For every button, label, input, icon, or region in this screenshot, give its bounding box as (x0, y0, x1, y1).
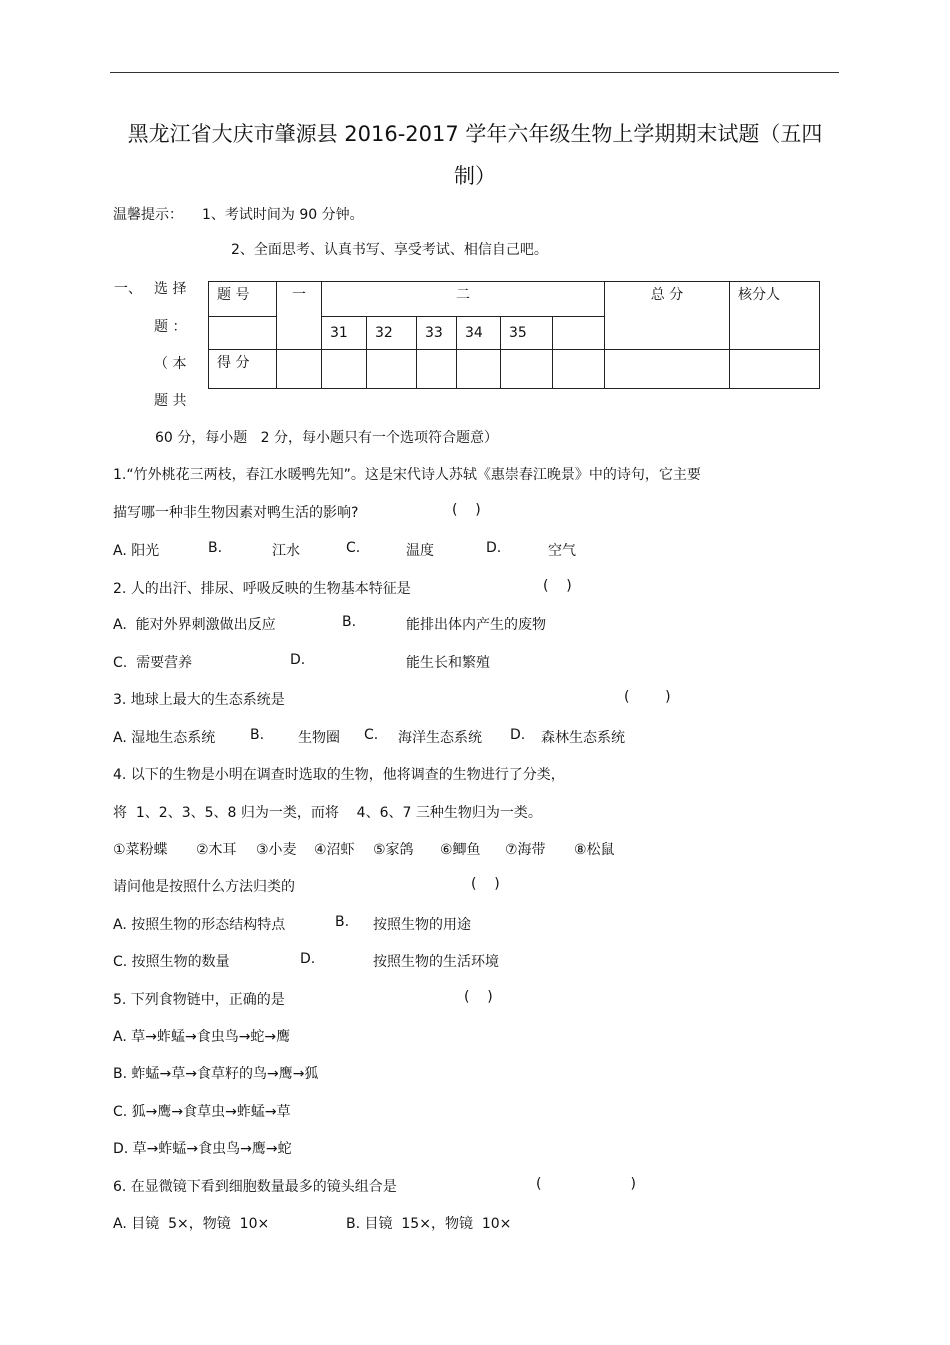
q3-option-b: 生物圈 (298, 730, 340, 746)
cell-q35: 35 (501, 317, 553, 350)
q4-option-d-letter: D. (300, 951, 316, 967)
tip-2: 2、全面思考、认真书写、享受考试、相信自己吧。 (231, 242, 548, 258)
score-cell (277, 350, 322, 389)
score-cell (322, 350, 367, 389)
cell-reviewer: 核分人 (730, 282, 820, 350)
q1-option-a: A. 阳光 (113, 543, 160, 559)
q4-item-1: ①菜粉蝶 (113, 842, 168, 858)
cell-section-2: 二 (322, 282, 605, 317)
q3-option-d: 森林生态系统 (541, 730, 625, 746)
q5-option-d: D. 草→蚱蜢→食虫鸟→鹰→蛇 (113, 1141, 292, 1157)
q6-stem: 6. 在显微镜下看到细胞数量最多的镜头组合是 (113, 1179, 397, 1195)
cell-q32: 32 (367, 317, 417, 350)
q2-option-b: 能排出体内产生的废物 (406, 617, 546, 633)
q1-answer-paren: ( ) (452, 502, 481, 518)
score-cell (730, 350, 820, 389)
score-cell (605, 350, 730, 389)
q4-item-7: ⑦海带 (505, 842, 546, 858)
q2-answer-paren: ( ) (543, 578, 572, 594)
cell-defen: 得 分 (209, 350, 277, 389)
q5-answer-paren: ( ) (464, 989, 493, 1005)
q4-item-2: ②木耳 (196, 842, 237, 858)
cell-total: 总 分 (605, 282, 730, 350)
q1-stem-1: 1.“竹外桃花三两枝，春江水暖鸭先知”。这是宋代诗人苏轼《惠崇春江晚景》中的诗句，它主要 (113, 467, 701, 483)
q3-option-d-letter: D. (510, 727, 526, 743)
q4-option-a: A. 按照生物的形态结构特点 (113, 917, 286, 933)
header-rule (110, 72, 839, 73)
section-number: 一、 (114, 281, 142, 297)
q4-answer-paren: ( ) (471, 876, 500, 892)
q4-option-b-letter: B. (335, 914, 350, 930)
q4-stem-2: 将 1、2、3、5、8 归为一类，而将 4、6、7 三种生物归为一类。 (113, 805, 542, 821)
q4-stem-1: 4. 以下的生物是小明在调查时选取的生物，他将调查的生物进行了分类， (113, 767, 565, 783)
q1-stem-2: 描写哪一种非生物因素对鸭生活的影响? (113, 505, 359, 521)
q5-stem: 5. 下列食物链中，正确的是 (113, 992, 285, 1008)
cell-blank (209, 317, 277, 350)
q3-answer-paren: ( ) (624, 689, 671, 705)
exam-title-cont: 制） (454, 164, 496, 188)
cell-q34: 34 (457, 317, 501, 350)
tips-label: 温馨提示： (113, 207, 183, 223)
q1-option-d-letter: D. (486, 540, 502, 556)
q1-option-d: 空气 (548, 543, 576, 559)
q3-option-a: A. 湿地生态系统 (113, 730, 216, 746)
score-cell (417, 350, 457, 389)
cell-section-1: 一 (277, 282, 322, 350)
q3-option-b-letter: B. (250, 727, 265, 743)
q6-option-b: B. 目镜 15×，物镜 10× (346, 1216, 512, 1232)
q5-option-c: C. 狐→鹰→食草虫→蚱蜢→草 (113, 1104, 291, 1120)
cell-q-blank (553, 317, 605, 350)
q4-item-8: ⑧松鼠 (574, 842, 615, 858)
q3-option-c-letter: C. (364, 727, 379, 743)
q3-option-c: 海洋生态系统 (398, 730, 482, 746)
q6-option-a: A. 目镜 5×，物镜 10× (113, 1216, 270, 1232)
q2-option-c: C. 需要营养 (113, 655, 193, 671)
q2-option-d: 能生长和繁殖 (406, 655, 490, 671)
q2-stem: 2. 人的出汗、排尿、呼吸反映的生物基本特征是 (113, 581, 411, 597)
section-vertical-2: 题 ： (154, 319, 187, 335)
cell-q33: 33 (417, 317, 457, 350)
q5-option-a: A. 草→蚱蜢→食虫鸟→蛇→鹰 (113, 1029, 291, 1045)
section-vertical-3: （ 本 (154, 356, 187, 372)
q4-stem-3: 请问他是按照什么方法归类的 (113, 879, 295, 895)
q3-stem: 3. 地球上最大的生态系统是 (113, 692, 285, 708)
score-cell (457, 350, 501, 389)
score-table (208, 281, 820, 389)
q5-option-b: B. 蚱蜢→草→食草籽的鸟→鹰→狐 (113, 1066, 319, 1082)
section-instructions: 60 分，每小题 2 分，每小题只有一个选项符合题意） (155, 430, 498, 446)
q1-option-c: 温度 (406, 543, 434, 559)
section-vertical-4: 题 共 (154, 393, 187, 409)
score-cell (553, 350, 605, 389)
q4-option-b: 按照生物的用途 (373, 917, 471, 933)
section-vertical-1: 选 择 (154, 281, 187, 297)
q4-option-d: 按照生物的生活环境 (373, 954, 499, 970)
q6-answer-paren: ( ) (536, 1176, 636, 1192)
score-cell (501, 350, 553, 389)
q4-item-5: ⑤家鸽 (373, 842, 414, 858)
q2-option-b-letter: B. (342, 614, 357, 630)
q4-option-c: C. 按照生物的数量 (113, 954, 230, 970)
q1-option-c-letter: C. (346, 540, 361, 556)
tip-1: 1、考试时间为 90 分钟。 (202, 207, 364, 223)
q1-option-b-letter: B. (208, 540, 223, 556)
q4-item-4: ④沼虾 (314, 842, 355, 858)
exam-title: 黑龙江省大庆市肇源县 2016-2017 学年六年级生物上学期期末试题（五四 (127, 122, 823, 146)
q2-option-a: A. 能对外界刺激做出反应 (113, 617, 276, 633)
q4-item-3: ③小麦 (256, 842, 297, 858)
q1-option-b: 江水 (272, 543, 300, 559)
cell-tihao: 题 号 (209, 282, 277, 317)
score-cell (367, 350, 417, 389)
cell-q31: 31 (322, 317, 367, 350)
q4-item-6: ⑥鲫鱼 (440, 842, 481, 858)
q2-option-d-letter: D. (290, 652, 306, 668)
